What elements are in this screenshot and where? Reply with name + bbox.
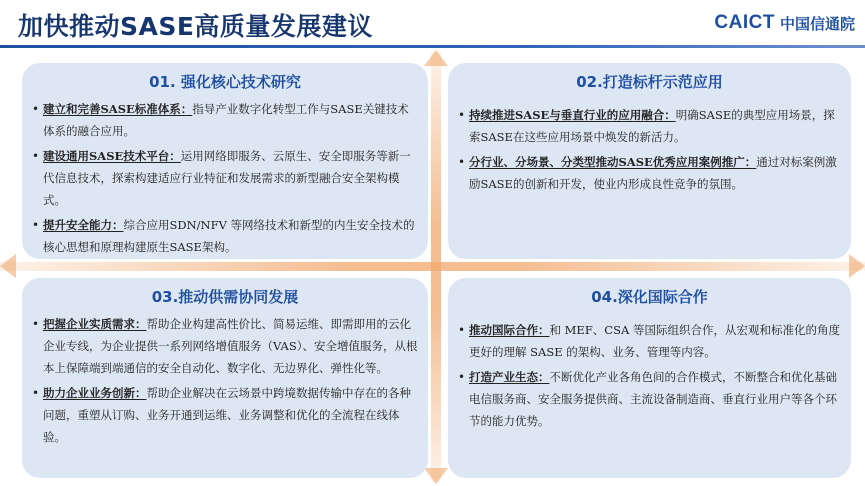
panel-title: 01. 强化核心技术研究 xyxy=(149,73,301,91)
panel-title: 03.推动供需协同发展 xyxy=(151,288,299,306)
item-lead: 把握企业实质需求： xyxy=(43,317,147,331)
list-item xyxy=(43,98,418,142)
arrow-down-icon xyxy=(424,468,448,484)
list-item xyxy=(43,214,418,258)
item-body: 帮助企业构建高性价比、简易运维、即需即用的云化企业专线，为企业提供一系列网络增值服务（VAS）、安全增值服务，从根本上保障端到端通信的安全自动化、数字化、无边界化、弹性化等。 xyxy=(43,317,418,375)
list-item xyxy=(43,313,418,379)
item-lead: 建设通用SASE技术平台： xyxy=(43,149,181,163)
item-lead: 打造产业生态： xyxy=(469,370,550,384)
item-body: 指导产业数字化转型工作与SASE关键技术体系的融合应用。 xyxy=(43,102,409,138)
panel-benchmark-applications xyxy=(448,63,851,259)
item-body: 通过对标案例激励SASE的创新和开发，使业内形成良性竞争的氛围。 xyxy=(469,155,837,191)
vertical-cross-band xyxy=(431,52,441,482)
bullet-list xyxy=(448,319,851,432)
arrow-up-icon xyxy=(424,50,448,66)
header-divider xyxy=(0,45,865,48)
bullet-list xyxy=(22,313,428,448)
list-item xyxy=(43,145,418,211)
item-body: 和 MEF、CSA 等国际组织合作，从宏观和标准化的角度更好的理解 SASE 的架构、业务、管理等内容。 xyxy=(469,323,840,359)
list-item xyxy=(469,366,841,432)
item-lead: 助力企业业务创新： xyxy=(43,386,147,400)
item-lead: 推动国际合作： xyxy=(469,323,550,337)
arrow-left-icon xyxy=(0,254,16,278)
item-body: 不断优化产业各角色间的合作模式，不断整合和优化基础电信服务商、安全服务提供商、主流设备制造商、垂直行业用户等各个环节的能力优势。 xyxy=(469,370,837,428)
item-lead: 建立和完善SASE标准体系： xyxy=(43,102,193,116)
panel-title: 02.打造标杆示范应用 xyxy=(576,73,723,91)
item-body: 综合应用SDN/NFV 等网络技术和新型的内生安全技术的核心思想和原理构建原生SASE架构。 xyxy=(43,218,415,254)
item-body: 帮助企业解决在云场景中跨境数据传输中存在的各种问题，重塑从订购、业务开通到运维、业务调整和优化的全流程在线体验。 xyxy=(43,386,411,444)
logo-text-en: CAICT xyxy=(714,12,775,33)
panel-core-technology xyxy=(22,63,428,259)
caict-logo xyxy=(714,12,855,34)
list-item xyxy=(43,382,418,448)
panel-supply-demand xyxy=(22,278,428,478)
arrow-right-icon xyxy=(849,254,865,278)
item-lead: 提升安全能力： xyxy=(43,218,124,232)
list-item xyxy=(469,104,841,148)
item-lead: 分行业、分场景、分类型推动SASE优秀应用案例推广： xyxy=(469,155,757,169)
bullet-list xyxy=(448,104,851,195)
list-item xyxy=(469,151,841,195)
panel-title: 04.深化国际合作 xyxy=(591,288,708,306)
page-title: 加快推动SASE高质量发展建议 xyxy=(18,12,373,41)
panel-international-cooperation xyxy=(448,278,851,478)
list-item xyxy=(469,319,841,363)
bullet-list xyxy=(22,98,428,258)
item-lead: 持续推进SASE与垂直行业的应用融合： xyxy=(469,108,676,122)
item-body: 运用网络即服务、云原生、安全即服务等新一代信息技术，探索构建适应行业特征和发展需求的新型融合安全架构模式。 xyxy=(43,149,411,207)
logo-text-cn: 中国信通院 xyxy=(779,14,855,33)
item-body: 明确SASE的典型应用场景，探索SASE在这些应用场景中焕发的新活力。 xyxy=(469,108,835,144)
